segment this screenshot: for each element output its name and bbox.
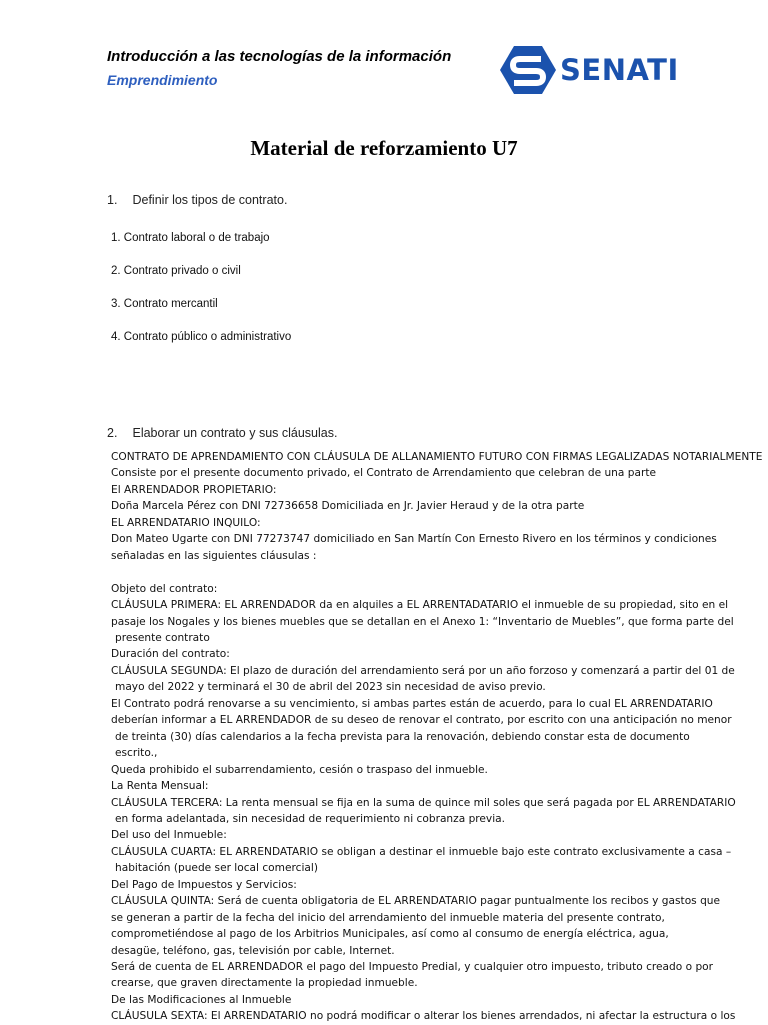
contract-line: Duración del contrato: bbox=[111, 648, 230, 661]
document-title: Material de reforzamiento U7 bbox=[250, 136, 518, 160]
contract-type-item: 4. Contrato público o administrativo bbox=[111, 331, 292, 343]
contract-line: deberían informar a EL ARRENDADOR de su deseo de renovar el contrato, por escrito con una anticipación no menor bbox=[111, 714, 732, 727]
contract-line: Del Pago de Impuestos y Servicios: bbox=[111, 878, 297, 891]
contract-line: escrito., bbox=[115, 747, 158, 760]
contract-line: EL ARRENDATARIO INQUILO: bbox=[111, 516, 261, 529]
question-2-number: 2. bbox=[107, 426, 118, 440]
question-1 bbox=[107, 193, 287, 207]
contract-line: Queda prohibido el subarrendamiento, cesión o traspaso del inmueble. bbox=[111, 763, 488, 776]
contract-line: La Renta Mensual: bbox=[111, 780, 209, 793]
contract-type-item: 2. Contrato privado o civil bbox=[111, 265, 241, 277]
contract-line: Doña Marcela Pérez con DNI 72736658 Domiciliada en Jr. Javier Heraud y de la otra parte bbox=[111, 500, 585, 513]
contract-line: Consiste por el presente documento privado, el Contrato de Arrendamiento que celebran de una parte bbox=[111, 467, 656, 480]
contract-line: en forma adelantada, sin necesidad de requerimiento ni cobranza previa. bbox=[115, 812, 506, 825]
contract-line: El Contrato podrá renovarse a su vencimiento, si ambas partes están de acuerdo, para lo cual EL ARRENDATARIO bbox=[111, 697, 713, 710]
contract-line: Don Mateo Ugarte con DNI 77273747 domiciliado en San Martín Con Ernesto Rivero en los términos y condiciones bbox=[111, 533, 717, 546]
contract-line: De las Modificaciones al Inmueble bbox=[111, 993, 292, 1006]
contract-line: CLÁUSULA SEXTA: El ARRENDATARIO no podrá modificar o alterar los bienes arrendados, ni afectar la estructura o los bbox=[111, 1010, 736, 1023]
course-title: Introducción a las tecnologías de la información bbox=[107, 48, 452, 65]
contract-line: CLÁUSULA SEGUNDA: El plazo de duración del arrendamiento será por un año forzoso y comenzará a partir del 01 de bbox=[111, 664, 735, 677]
contract-line: CLÁUSULA QUINTA: Será de cuenta obligatoria de EL ARRENDATARIO pagar puntualmente los recibos y gastos que bbox=[111, 895, 721, 908]
contract-line: Del uso del Inmueble: bbox=[111, 829, 227, 842]
contract-type-item: 1. Contrato laboral o de trabajo bbox=[111, 232, 270, 244]
contract-line: se generan a partir de la fecha del inicio del arrendamiento del inmueble materia del presente contrato, bbox=[111, 911, 665, 924]
contract-line: mayo del 2022 y terminará el 30 de abril del 2023 sin necesidad de aviso previo. bbox=[115, 681, 546, 694]
question-1-number: 1. bbox=[107, 193, 118, 207]
contract-line: crearse, que graven directamente la propiedad inmueble. bbox=[111, 977, 418, 990]
contract-line bbox=[111, 564, 768, 580]
question-2 bbox=[107, 426, 337, 440]
senati-logo bbox=[500, 40, 690, 100]
contract-line: Será de cuenta de EL ARRENDADOR el pago del Impuesto Predial, y cualquier otro impuesto, tributo creado o por bbox=[111, 961, 714, 974]
question-1-text: Definir los tipos de contrato. bbox=[132, 193, 288, 207]
contract-line: presente contrato bbox=[115, 631, 210, 644]
course-subject: Emprendimiento bbox=[107, 72, 218, 88]
contract-line: comprometiéndose al pago de los Arbitrios Municipales, así como al consumo de energía eléctrica, agua, bbox=[111, 928, 669, 941]
contract-line: CLÁUSULA TERCERA: La renta mensual se fija en la suma de quince mil soles que será pagada por EL ARRENDATARIO bbox=[111, 796, 736, 809]
contract-line: El ARRENDADOR PROPIETARIO: bbox=[111, 483, 277, 496]
contract-line: CLÁUSULA PRIMERA: EL ARRENDADOR da en alquiles a EL ARRENTADATARIO el inmueble de su propiedad, sito en el bbox=[111, 599, 729, 612]
senati-emblem-icon bbox=[500, 44, 556, 96]
contract-line: Objeto del contrato: bbox=[111, 582, 218, 595]
contract-line: pasaje los Nogales y los bienes muebles que se detallan en el Anexo 1: “Inventario de Muebles”, que forma parte del bbox=[111, 615, 734, 628]
contract-type-item: 3. Contrato mercantil bbox=[111, 298, 218, 310]
contract-line: desagüe, teléfono, gas, televisión por cable, Internet. bbox=[111, 944, 395, 957]
logo-text: SENATI bbox=[560, 53, 679, 87]
contract-line: señaladas en las siguientes cláusulas : bbox=[111, 549, 317, 562]
question-2-text: Elaborar un contrato y sus cláusulas. bbox=[132, 426, 338, 440]
contract-line: de treinta (30) días calendarios a la fecha prevista para la renovación, debiendo constar esta de documento bbox=[115, 730, 690, 743]
contract-line: CONTRATO DE APRENDAMIENTO CON CLÁUSULA DE ALLANAMIENTO FUTURO CON FIRMAS LEGALIZADAS NOTARIALMENTE bbox=[111, 451, 763, 463]
contract-body bbox=[111, 449, 768, 1025]
contract-line: habitación (puede ser local comercial) bbox=[115, 862, 318, 875]
contract-line: CLÁUSULA CUARTA: EL ARRENDATARIO se obligan a destinar el inmueble bajo este contrato exclusivamente a casa – bbox=[111, 845, 732, 858]
contract-types-list bbox=[111, 230, 291, 362]
